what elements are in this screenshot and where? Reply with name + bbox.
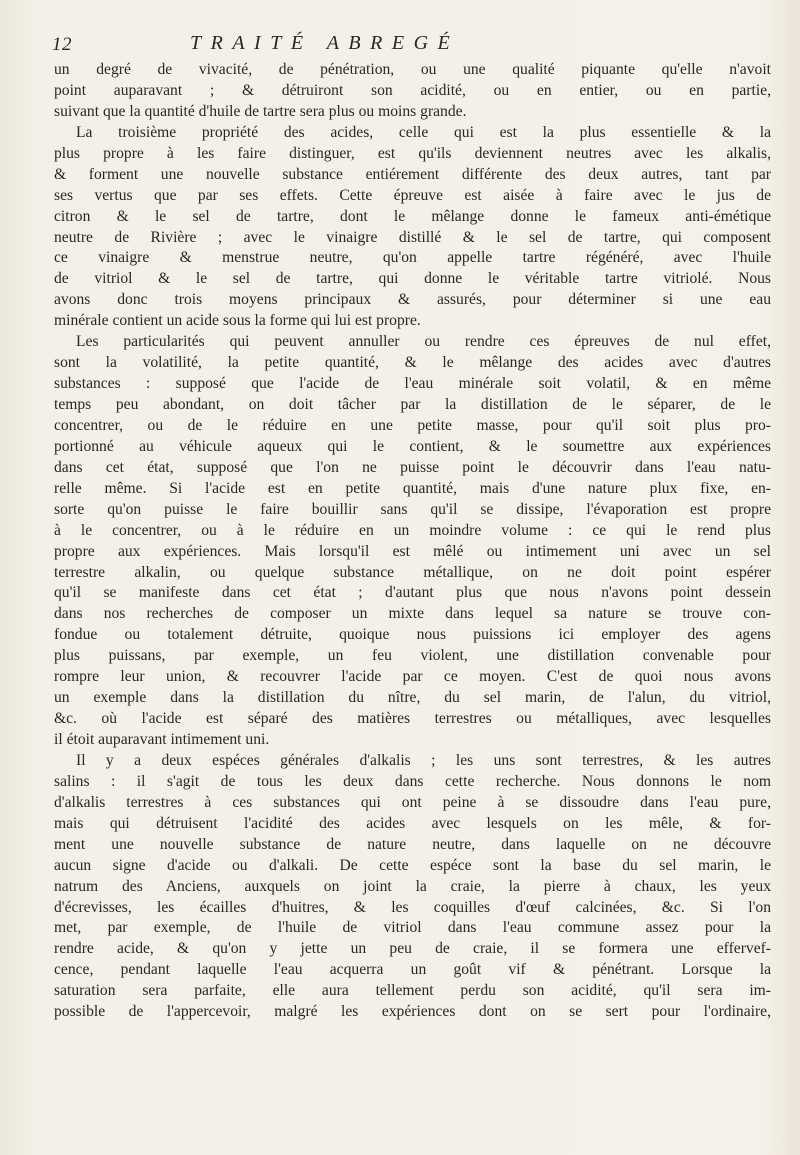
text-line: de vitriol & le sel de tartre, qui donne le véritable tartre vitriolé. Nous [54, 270, 771, 288]
text-line: un exemple dans la distillation du nître, du sel marin, de l'alun, du vitriol, [54, 689, 771, 707]
text-line: neutre de Rivière ; avec le vinaigre distillé & le sel de tartre, qui composent [54, 228, 771, 246]
text-line: temps peu abondant, on doit tâcher par la distillation de le séparer, de le [54, 396, 771, 413]
text-line: ce vinaigre & menstrue neutre, qu'on appelle tartre régénéré, avec l'huile [54, 249, 771, 267]
text-line: propre aux expériences. Mais lorsqu'il est mêlé ou intimement uni avec un sel [54, 542, 771, 560]
paragraph [54, 332, 771, 751]
paragraph [54, 751, 771, 1023]
text-line: aucun signe d'acide ou d'alkali. De cette espéce sont la base du sel marin, le [54, 856, 771, 874]
paragraph [54, 60, 771, 123]
text-line: dans cet état, supposé que l'on ne puisse point le découvrir dans l'eau natu- [54, 458, 771, 476]
text-line: avons donc trois moyens principaux & assurés, pour déterminer si une eau [54, 291, 771, 309]
text-line: dans nos recherches de composer un mixte dans lequel sa nature se trouve con- [54, 605, 771, 623]
body-text [54, 60, 771, 1023]
text-line: plus puissans, par exemple, un feu violent, une distillation convenable pour [54, 647, 771, 665]
text-line: mais qui détruisent l'acidité des acides avec lesquels on les mêle, & for- [54, 814, 771, 832]
text-line: point auparavant ; & détruiront son acidité, ou en entier, ou en partie, [54, 81, 771, 99]
text-line: cence, pendant laquelle l'eau acquerra un goût vif & pénétrant. Lorsque la [54, 961, 771, 979]
text-line: minérale contient un acide sous la forme qui lui est propre. [54, 312, 421, 330]
text-line: suivant que la quantité d'huile de tartre sera plus ou moins grande. [54, 102, 467, 120]
text-line: un degré de vivacité, de pénétration, ou une qualité piquante qu'elle n'avoit [54, 61, 771, 78]
text-line: Il y a deux espéces générales d'alkalis ; les uns sont terrestres, & les autres [76, 751, 771, 769]
text-line: portionné au véhicule aqueux qui le contient, & le soumettre aux expériences [54, 437, 771, 455]
text-line: Les particularités qui peuvent annuller ou rendre ces épreuves de nul effet, [76, 333, 771, 351]
text-line: ment une nouvelle substance de nature neutre, dans laquelle on ne découvre [54, 835, 771, 853]
text-line: salins : il s'agit de tous les deux dans cette recherche. Nous donnons le nom [54, 772, 771, 790]
text-line: sorte qu'on puisse le faire bouillir sans qu'il se dissipe, l'évaporation est propre [54, 500, 771, 518]
text-line: rompre leur union, & recouvrer l'acide par ce moyen. C'est de quoi nous avons [54, 668, 771, 686]
text-line: natrum des Anciens, auxquels on joint la craie, la pierre à chaux, les yeux [54, 877, 771, 895]
text-line: sont la volatilité, la petite quantité, & le mêlange des acides avec d'autres [54, 354, 771, 372]
text-line: & forment une nouvelle substance entiérement différente des deux autres, tant par [54, 165, 771, 183]
text-line: il étoit auparavant intimement uni. [54, 731, 270, 748]
text-line: citron & le sel de tartre, dont le mêlange donne le fameux anti-émétique [54, 207, 771, 225]
text-line: saturation sera parfaite, elle aura tellement perdu son acidité, qu'il sera im- [54, 982, 771, 1000]
text-line: &c. où l'acide est séparé des matières terrestres ou métalliques, avec lesquelles [54, 710, 771, 728]
text-line: fondue ou totalement détruite, quoique nous puissions ici employer des agens [54, 626, 771, 644]
text-line: substances : supposé que l'acide de l'eau minérale soit volatil, & en même [54, 375, 771, 393]
text-line: concentrer, ou de le réduire en une petite masse, pour qu'il soit plus pro- [54, 416, 771, 434]
page-header [52, 32, 772, 58]
text-line: ses vertus que par ses effets. Cette épreuve est aisée à faire avec le jus de [54, 186, 771, 204]
text-line: qu'il se manifeste dans cet état ; d'autant plus que nous n'avons point dessein [54, 584, 771, 602]
text-line: terrestre alkalin, ou quelque substance métallique, on ne doit point espérer [54, 563, 771, 581]
text-line: rendre acide, & qu'on y jette un peu de craie, il se formera une effervef- [54, 940, 771, 958]
text-line: d'écrevisses, les écailles d'huitres, & les coquilles d'œuf calcinées, &c. Si l'on [54, 898, 771, 916]
running-title: TRAITÉ ABREGÉ [190, 32, 460, 54]
page-number: 12 [52, 34, 72, 55]
text-line: possible de l'appercevoir, malgré les expériences dont on se sert pour l'ordinaire, [54, 1003, 771, 1021]
text-line: La troisième propriété des acides, celle qui est la plus essentielle & la [76, 123, 771, 141]
text-line: relle même. Si l'acide est en petite quantité, mais d'une nature plux fixe, en- [54, 479, 771, 497]
text-line: plus propre à les faire distinguer, est qu'ils deviennent neutres avec les alkalis, [54, 144, 771, 162]
text-line: d'alkalis terrestres à ces substances qui ont peine à se dissoudre dans l'eau pure, [54, 793, 771, 811]
paragraph [54, 123, 771, 332]
text-line: met, par exemple, de l'huile de vitriol dans l'eau commune assez pour la [54, 919, 771, 937]
text-line: à le concentrer, ou à le réduire en un moindre volume : ce qui le rend plus [54, 521, 771, 539]
